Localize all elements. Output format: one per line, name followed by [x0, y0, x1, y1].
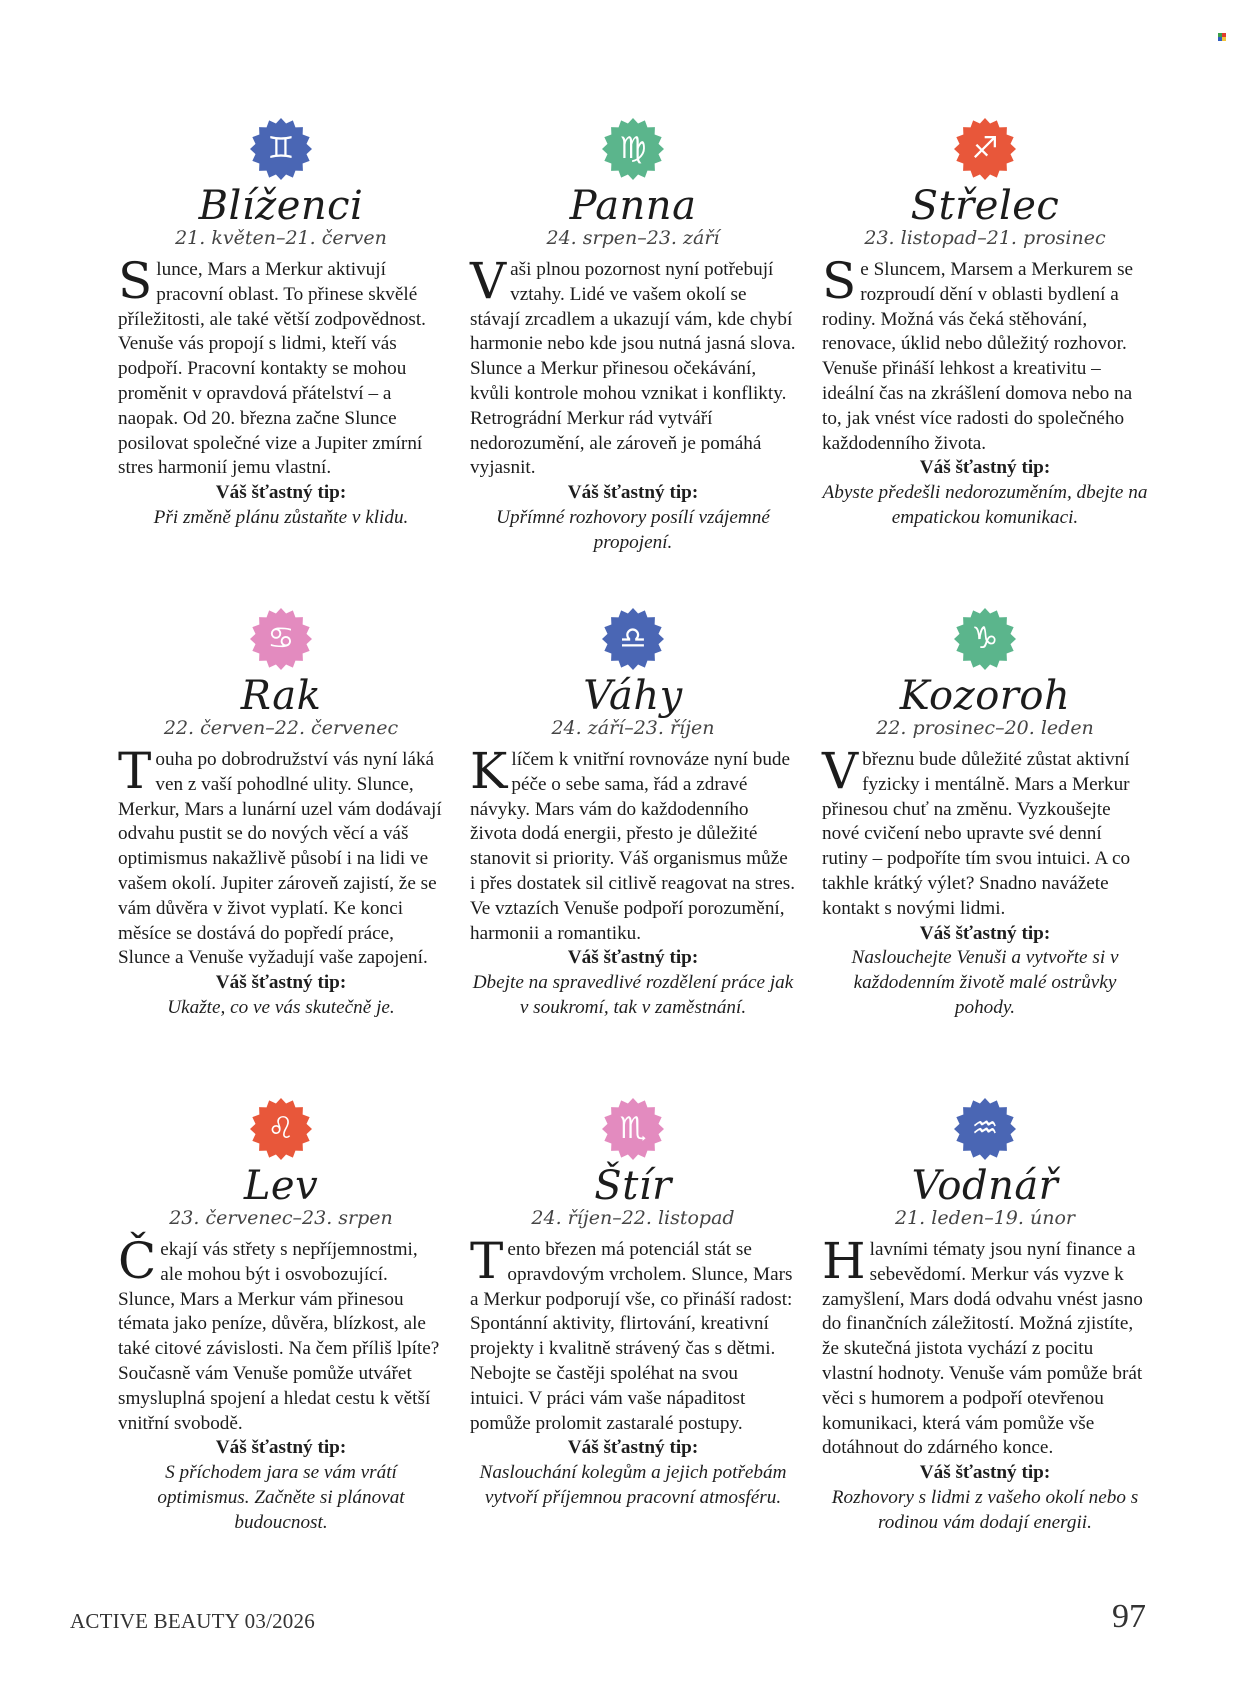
sign-text — [118, 742, 444, 971]
cancer-icon — [250, 608, 312, 670]
sign-dates: 23. listopad–21. prosinec — [864, 227, 1106, 249]
sagittarius-icon — [954, 118, 1016, 180]
sign-card — [822, 118, 1148, 608]
capricorn-icon — [954, 608, 1016, 670]
sign-card — [118, 1098, 444, 1588]
drop-cap: T — [118, 742, 152, 800]
sign-name: Panna — [569, 183, 697, 229]
libra-icon — [602, 608, 664, 670]
tip-text: Dbejte na spravedlivé rozdělení práce jak v soukromí, tak v zaměstnání. — [472, 972, 794, 1018]
sign-name: Kozoroh — [899, 673, 1071, 719]
tip-text: Upřímné rozhovory posílí vzájemné propojení. — [496, 506, 770, 553]
sign-dates: 23. červenec–23. srpen — [169, 1207, 393, 1229]
drop-cap: S — [118, 252, 153, 310]
registration-mark-icon — [1218, 33, 1228, 43]
sign-dates: 22. prosinec–20. leden — [876, 717, 1094, 739]
tip-text: Rozhovory s lidmi z vašeho okolí nebo s rodinou vám dodají energii. — [831, 1486, 1139, 1533]
drop-cap: H — [822, 1232, 866, 1290]
sign-body: ekají vás střety s nepříjemnostmi, ale mohou být i osvobozující. Slunce, Mars a Merkur vám přinesou témata jako peníze, důvěra, blízkost, ale také citové závislosti. Na čem příliš lpíte? Současně vám Venuše pomůže utvářet smysluplná spojení a hledat cestu k větší vnitřní svobodě. — [118, 1239, 440, 1434]
drop-cap: S — [822, 252, 857, 310]
zodiac-glyph: ♑ — [971, 621, 999, 656]
sign-text — [470, 1232, 796, 1436]
zodiac-glyph: ♌ — [267, 1111, 295, 1146]
tip-text: Abyste předešli nedorozuměním, dbejte na empatickou komunikaci. — [822, 482, 1148, 528]
tip-text: Naslouchání kolegům a jejich potřebám vytvoří příjemnou pracovní atmosféru. — [479, 1462, 787, 1508]
sign-name: Váhy — [583, 673, 683, 719]
zodiac-glyph: ♎ — [619, 621, 647, 656]
sign-text — [470, 252, 796, 481]
virgo-icon — [602, 118, 664, 180]
sign-body: lunce, Mars a Merkur aktivují pracovní oblast. To přinese skvělé příležitosti, ale také větší zodpovědnost. Venuše vás propojí s lidmi, kteří vás podpoří. Pracovní kontakty se mohou proměnit v opravdová přátelství – a naopak. Od 20. března začne Slunce posilovat společné vize a Jupiter zmírní stres harmonií jemu vlastní. — [118, 259, 426, 479]
sign-text — [822, 1232, 1148, 1461]
tip-label: Váš šťastný tip: — [215, 972, 347, 994]
zodiac-glyph: ♐ — [971, 131, 999, 166]
tip-text: Při změně plánu zůstaňte v klidu. — [153, 506, 409, 528]
tip-label: Váš šťastný tip: — [567, 1437, 699, 1459]
drop-cap: T — [470, 1232, 504, 1290]
page-number: 97 — [1112, 1598, 1146, 1635]
sign-body: ouha po dobrodružství vás nyní láká ven z vaší pohodlné ulity. Slunce, Merkur, Mars a lunární uzel vám dodávají odvahu pustit se do nových věcí a váš optimismus nakažlivě působí i na lidi ve vašem okolí. Jupiter zároveň zajistí, že se vám důvěra v život vyplatí. Ke konci měsíce se dostává do popředí práce, Slunce a Venuše vyžadují vaše zapojení. — [118, 749, 442, 969]
aquarius-icon — [954, 1098, 1016, 1160]
sign-body: e Sluncem, Marsem a Merkurem se rozproudí dění v oblasti bydlení a rodiny. Možná vás čeká stěhování, renovace, úklid nebo důležitý rozhovor. Venuše přináší lehkost a kreativitu – ideální čas na zkrášlení domova nebo na to, jak vnést více radosti do společného každodenního života. — [822, 259, 1134, 454]
tip-text: Ukažte, co ve vás skutečně je. — [167, 996, 395, 1018]
sign-card — [822, 1098, 1148, 1588]
sign-card — [470, 1098, 796, 1588]
sign-name: Vodnář — [911, 1163, 1059, 1209]
zodiac-glyph: ♍ — [619, 131, 647, 166]
drop-cap: K — [470, 742, 508, 800]
zodiac-glyph: ♏ — [619, 1111, 647, 1146]
sign-name: Rak — [240, 673, 322, 719]
sign-card — [822, 608, 1148, 1098]
sign-dates: 21. květen–21. červen — [175, 227, 387, 249]
sign-card — [470, 608, 796, 1098]
sign-name: Blíženci — [198, 183, 364, 229]
tip-label: Váš šťastný tip: — [567, 947, 699, 969]
magazine-issue: ACTIVE BEAUTY 03/2026 — [70, 1609, 315, 1633]
sign-name: Štír — [594, 1163, 672, 1209]
tip-text: S příchodem jara se vám vrátí optimismus. Začněte si plánovat budoucnost. — [157, 1462, 405, 1533]
leo-icon — [250, 1098, 312, 1160]
sign-text — [822, 252, 1148, 456]
sign-name: Lev — [243, 1163, 319, 1209]
sign-body: ento březen má potenciál stát se opravdovým vrcholem. Slunce, Mars a Merkur podporují vše, co přináší radost: Spontánní aktivity, flirtování, kreativní projekty i kvalitně strávený čas s dětmi. Nebojte se častěji spoléhat na svou intuici. V práci vám vaše nápaditost pomůže prolomit zastaralé postupy. — [470, 1239, 793, 1434]
sign-body: lavními tématy jsou nyní finance a sebevědomí. Merkur vás vyzve k zamyšlení, Mars dodá odvahu vnést jasno do finančních záležitostí. Možná zjistíte, že skutečná jistota vychází z pocitu vlastní hodnoty. Venuše vám pomůže brát věci s humorem a podpoří otevřenou komunikaci, která vám pomůže vše dotáhnout do zdárného konce. — [822, 1239, 1143, 1459]
zodiac-glyph: ♒ — [971, 1111, 999, 1146]
tip-label: Váš šťastný tip: — [919, 1462, 1051, 1484]
tip-text: Naslouchejte Venuši a vytvořte si v každodenním životě malé ostrůvky pohody. — [851, 947, 1119, 1018]
sign-name: Střelec — [910, 183, 1060, 229]
drop-cap: V — [470, 252, 507, 310]
sign-body: aši plnou pozornost nyní potřebují vztahy. Lidé ve vašem okolí se stávají zrcadlem a ukazují vám, kde chybí harmonie nebo kde jsou nutná jasná slova. Slunce a Merkur přinesou očekávání, kvůli kontrole mohou vznikat i konflikty. Retrográdní Merkur rád vytváří nedorozumění, ale zároveň je pomáhá vyjasnit. — [470, 259, 796, 479]
sign-dates: 24. srpen–23. září — [546, 227, 720, 249]
sign-body: líčem k vnitřní rovnováze nyní bude péče o sebe sama, řád a zdravé návyky. Mars vám do každodenního života dodá energii, přesto je důležité stanovit si priority. Váš organismus může i přes dostatek sil citlivě reagovat na stres. Ve vztazích Venuše podpoří porozumění, harmonii a romantiku. — [470, 749, 796, 944]
sign-text — [118, 1232, 444, 1436]
tip-label: Váš šťastný tip: — [215, 1437, 347, 1459]
drop-cap: Č — [118, 1232, 157, 1290]
tip-label: Váš šťastný tip: — [215, 482, 347, 504]
sign-dates: 24. říjen–22. listopad — [531, 1207, 735, 1229]
sign-dates: 21. leden–19. únor — [895, 1207, 1075, 1229]
sign-card — [118, 608, 444, 1098]
zodiac-glyph: ♋ — [267, 621, 295, 656]
sign-card — [470, 118, 796, 608]
tip-label: Váš šťastný tip: — [567, 482, 699, 504]
sign-text — [822, 742, 1148, 922]
tip-label: Váš šťastný tip: — [919, 457, 1051, 479]
scorpio-icon — [602, 1098, 664, 1160]
sign-body: březnu bude důležité zůstat aktivní fyzicky i mentálně. Mars a Merkur přinesou chuť na změnu. Vyzkoušejte nové cvičení nebo upravte své denní rutiny – podpoříte tím svou intuici. A co takhle krátký výlet? Snadno navážete kontakt s novými lidmi. — [822, 749, 1131, 919]
tip-label: Váš šťastný tip: — [919, 922, 1051, 944]
sign-dates: 24. září–23. říjen — [551, 717, 715, 739]
horoscope-grid — [118, 118, 1148, 1588]
drop-cap: V — [822, 742, 859, 800]
zodiac-glyph: ♊ — [267, 131, 295, 166]
gemini-icon — [250, 118, 312, 180]
sign-text — [470, 742, 796, 946]
sign-text — [118, 252, 444, 481]
sign-dates: 22. červen–22. červenec — [163, 717, 399, 739]
sign-card — [118, 118, 444, 608]
